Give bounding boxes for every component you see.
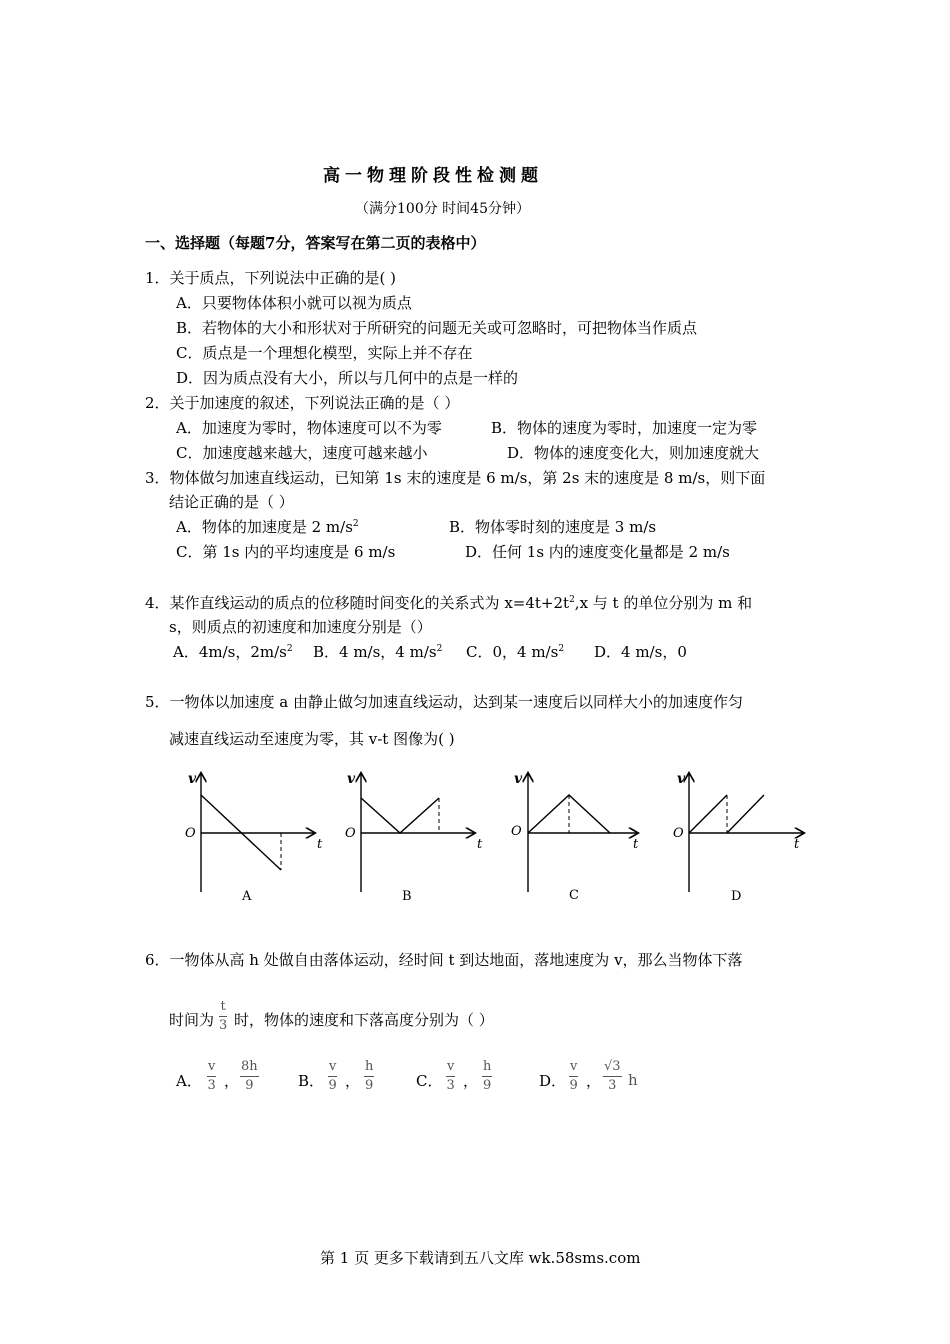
- vt-line: [361, 798, 439, 833]
- graph-label: D: [731, 889, 742, 904]
- origin-label: O: [511, 824, 522, 839]
- fraction-height: $\frac{h}{9}$: [365, 1059, 374, 1093]
- height-suffix: h: [628, 1071, 638, 1089]
- question-stem: 6．一物体从高 h 处做自由落体运动，经时间 t 到达地面，落地速度为 v，那么当物体下落: [145, 951, 743, 969]
- axis-label-v: v: [514, 771, 523, 787]
- graph-c: [511, 771, 639, 903]
- option-a: A．4m/s，$2m/s^2$: [173, 643, 293, 661]
- option-a: A．物体的加速度是 2 $m/s^2$: [176, 518, 359, 536]
- option-label: C．: [416, 1072, 443, 1090]
- page-footer: 第 1 页 更多下载请到五八文库 wk.58sms.com: [320, 1249, 641, 1267]
- axis-label-v: v: [677, 771, 686, 787]
- option-b: B．4 m/s，4 $m/s^2$: [313, 643, 443, 661]
- question-stem: 5．一物体以加速度 a 由静止做匀加速直线运动，达到某一速度后以同样大小的加速度作匀: [145, 693, 744, 711]
- option-b: B．物体零时刻的速度是 3 m/s: [449, 518, 657, 536]
- vt-graphs: [0, 760, 950, 910]
- separator: ，: [224, 1072, 240, 1090]
- question-stem: 1．关于质点，下列说法中正确的是( ): [145, 269, 397, 287]
- vt-line: [528, 795, 610, 833]
- option-label: A．: [176, 1072, 202, 1090]
- question-stem-cont: 结论正确的是（ ）: [169, 493, 294, 511]
- option-d: D．物体的速度变化大，则加速度就大: [507, 444, 760, 462]
- option-d: D．4 m/s，0: [594, 643, 687, 661]
- option-b: B．物体的速度为零时，加速度一定为零: [491, 419, 758, 437]
- option-c: C．加速度越来越大，速度可越来越小: [176, 444, 428, 462]
- option-a: A．加速度为零时，物体速度可以不为零: [176, 419, 442, 437]
- question-stem-cont-post: 时，物体的速度和下落高度分别为（ ）: [234, 1011, 494, 1029]
- axis-label-t: t: [633, 837, 639, 852]
- fraction-t-over-3: $\frac{t}{3}$: [219, 999, 228, 1033]
- graph-a: [185, 771, 323, 904]
- graph-label: A: [242, 889, 252, 904]
- vt-line: [689, 795, 727, 833]
- question-stem: 2．关于加速度的叙述，下列说法正确的是（ ）: [145, 394, 460, 412]
- axis-label-t: t: [477, 837, 483, 852]
- fraction-velocity: $\frac{v}{9}$: [328, 1059, 337, 1093]
- origin-label: O: [673, 826, 684, 841]
- option-c: C．0，4 $m/s^2$: [466, 643, 565, 661]
- axis-label-v: v: [188, 771, 197, 787]
- graph-d: [673, 771, 803, 904]
- separator: ，: [463, 1072, 479, 1090]
- question-stem-cont: s，则质点的初速度和加速度分别是（）: [169, 618, 432, 636]
- origin-label: O: [345, 826, 356, 841]
- origin-label: O: [185, 826, 196, 841]
- vt-line: [727, 795, 764, 833]
- page-title: 高一物理阶段性检测题: [323, 166, 543, 186]
- graph-label: C: [569, 888, 579, 903]
- separator: ，: [586, 1072, 602, 1090]
- axis-label-v: v: [347, 771, 356, 787]
- question-stem-cont: 减速直线运动至速度为零，其 v-t 图像为( ): [169, 730, 455, 748]
- option-c: C．质点是一个理想化模型，实际上并不存在: [176, 344, 473, 362]
- separator: ，: [345, 1072, 361, 1090]
- option-c: C．第 1s 内的平均速度是 6 m/s: [176, 543, 396, 561]
- question-stem: 3．物体做匀加速直线运动，已知第 1s 末的速度是 6 m/s，第 2s 末的速度是 8 m/s，则下面: [145, 469, 766, 487]
- section-heading: 一、选择题（每题7分，答案写在第二页的表格中）: [145, 234, 486, 252]
- option-b: B．若物体的大小和形状对于所研究的问题无关或可忽略时，可把物体当作质点: [176, 319, 698, 337]
- question-stem-cont-pre: 时间为: [169, 1011, 215, 1029]
- question-stem: 4．某作直线运动的质点的位移随时间变化的关系式为 $x=4t+2t^2,x$ 与 t 的单位分别为 m 和: [145, 594, 753, 612]
- option-label: B．: [298, 1072, 325, 1090]
- page-subtitle: （满分100分 时间45分钟）: [355, 201, 530, 217]
- option-label: D．: [539, 1072, 567, 1090]
- option-d: D．因为质点没有大小，所以与几何中的点是一样的: [176, 369, 519, 387]
- fraction-velocity: $\frac{v}{3}$: [446, 1059, 455, 1093]
- option-a: A．只要物体体积小就可以视为质点: [176, 294, 412, 312]
- graph-b: [345, 771, 483, 904]
- graph-label: B: [402, 889, 412, 904]
- fraction-height: $\frac{8h}{9}$: [241, 1059, 258, 1093]
- option-d: D．任何 1s 内的速度变化量都是 2 m/s: [465, 543, 730, 561]
- fraction-velocity: $\frac{v}{3}$: [207, 1059, 216, 1093]
- fraction-height: $\frac{h}{9}$: [483, 1059, 492, 1093]
- fraction-velocity: $\frac{v}{9}$: [569, 1059, 578, 1093]
- axis-label-t: t: [794, 837, 800, 852]
- fraction-height: $\frac{√3}{3}$: [604, 1059, 621, 1093]
- axis-label-t: t: [317, 837, 323, 852]
